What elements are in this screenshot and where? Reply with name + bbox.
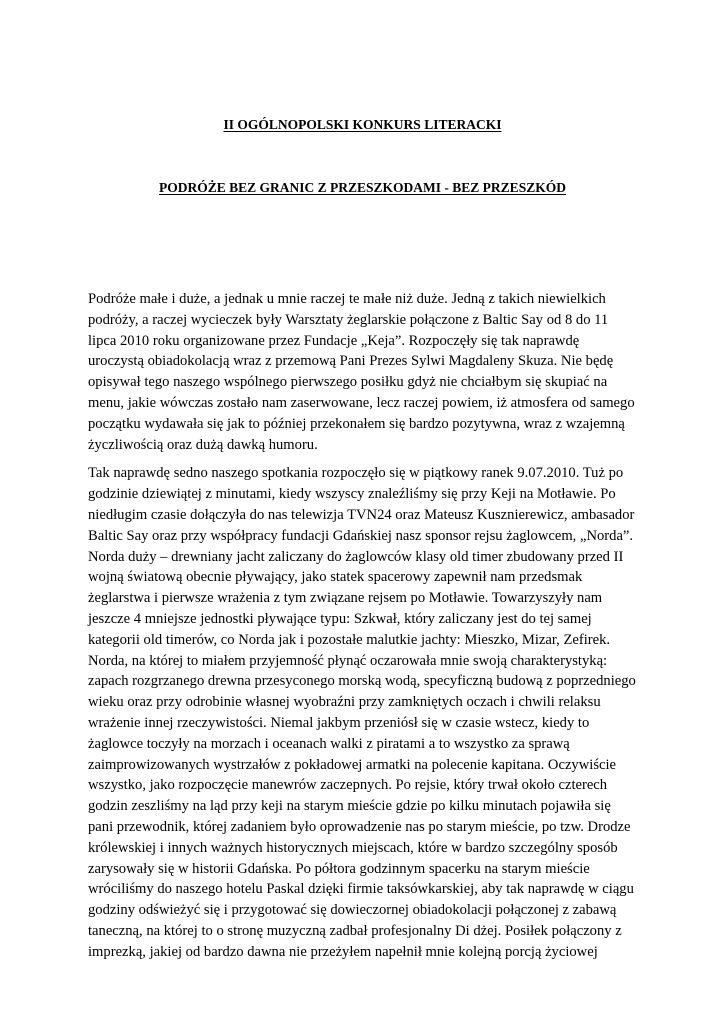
document-body (88, 289, 637, 971)
document-title: II OGÓLNOPOLSKI KONKURS LITERACKI (223, 117, 502, 132)
document-subtitle: PODRÓŻE BEZ GRANIC Z PRZESZKODAMI - BEZ PRZESZKÓD (159, 180, 566, 195)
paragraph-1: Podróże małe i duże, a jednak u mnie raczej te małe niż duże. Jedną z takich niewielkich podróży, a raczej wycieczek były Warsztaty żeglarskie połączone z Baltic Say od 8 do 11 lipca 2010 roku organizowane przez Fundacje „Keja”. Rozpoczęły się tak naprawdę uroczystą obiadokolacją wraz z przemową Pani Prezes Sylwi Magdaleny Skuza. Nie będę opisywał tego naszego wspólnego pierwszego posiłku gdyż nie chciałbym się skupiać na menu, jakie wówczas zostało nam zaserwowane, lecz raczej powiem, iż atmosfera od samego początku wydawała się jak to później przekonałem się bardzo pozytywna, wraz z wzajemną życzliwością oraz dużą dawką humoru. (88, 291, 635, 453)
paragraph-2: Tak naprawdę sedno naszego spotkania rozpoczęło się w piątkowy ranek 9.07.2010. Tuż po godzinie dziewiątej z minutami, kiedy wszyscy znaleźliśmy się przy Keji na Motławie. Po niedługim czasie dołączyła do nas telewizja TVN24 oraz Mateusz Kusznierewicz, ambasador Baltic Say oraz przy współpracy fundacji Gdańskiej nasz sponsor rejsu żaglowcem, „Norda”. Norda duży – drewniany jacht zaliczany do żaglowców klasy old timer zbudowany przed II wojną światową obecnie pływający, jako statek spacerowy zapewnił nam przedsmak żeglarstwa i pierwsze wrażenia z tym związane rejsem po Motławie. Towarzyszyły nam jeszcze 4 mniejsze jednostki pływające typu: Szkwał, który zaliczany jest do tej samej kategorii old timerów, co Norda jak i pozostałe malutkie jachty: Mieszko, Mizar, Zefirek. Norda, na której to miałem przyjemność płynąć oczarowała mnie swoją charakterystyką: zapach rozgrzanego drewna przesyconego morską wodą, specyficzną budową z poprzedniego wieku oraz przy odrobinie własnej wyobraźni przy zamkniętych oczach i chwili relaksu wrażenie innej rzeczywistości. Niemal jakbym przeniósł się w czasie wstecz, kiedy to żaglowce toczyły na morzach i oceanach walki z piratami a to wszystko za sprawą zaimprowizowanych wystrzałów z pokładowej armatki na polecenie kapitana. Oczywiście wszystko, jako rozpoczęcie manewrów zaczepnych. Po rejsie, który trwał około czterech godzin zeszliśmy na ląd przy keji na starym mieście gdzie po kilku minutach pojawiła się pani przewodnik, której zadaniem było oprowadzenie nas po starym mieście, po tzw. Drodze królewskiej i innych ważnych historycznych miejscach, które w bardzo szczególny sposób zarysowały się w historii Gdańska. Po półtora godzinnym spacerku na starym mieście wróciliśmy do naszego hotelu Paskal dzięki firmie taksówkarskiej, aby tak naprawdę w ciągu godziny odświeżyć się i przygotować się dowieczornej obiadokolacji połączonej z zabawą taneczną, na której to o stronę muzyczną zadbał profesjonalny Di dżej. Posiłek połączony z imprezką, jakiej od bardzo dawna nie przeżyłem napełnił mnie kolejną porcją życiowej (88, 465, 636, 960)
